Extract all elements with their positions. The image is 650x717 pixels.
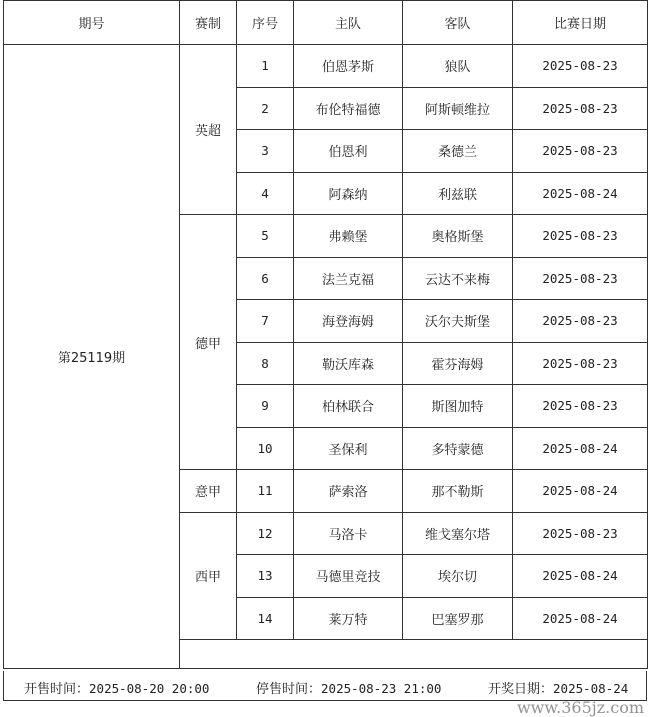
sale-close-value: 2025-08-23 21:00 (321, 681, 442, 696)
match-no: 13 (237, 555, 294, 598)
league-cell: 德甲 (180, 215, 237, 470)
match-date: 2025-08-23 (513, 300, 648, 343)
home-team: 法兰克福 (294, 257, 403, 300)
league-cell: 英超 (180, 45, 237, 215)
draw-label: 开奖日期： (488, 682, 554, 697)
away-team: 狼队 (403, 45, 513, 88)
home-team: 阿森纳 (294, 172, 403, 215)
away-team: 利兹联 (403, 172, 513, 215)
away-team: 多特蒙德 (403, 427, 513, 470)
away-team: 维戈塞尔塔 (403, 512, 513, 555)
away-team: 巴塞罗那 (403, 597, 513, 640)
match-no: 6 (237, 257, 294, 300)
away-team: 埃尔切 (403, 555, 513, 598)
away-team: 沃尔夫斯堡 (403, 300, 513, 343)
away-team: 那不勒斯 (403, 470, 513, 513)
period-cell: 第25119期 (4, 45, 180, 669)
match-date: 2025-08-23 (513, 215, 648, 258)
home-team: 布伦特福德 (294, 87, 403, 130)
match-no: 2 (237, 87, 294, 130)
match-date: 2025-08-23 (513, 130, 648, 173)
header-away: 客队 (403, 1, 513, 45)
away-team: 阿斯顿维拉 (403, 87, 513, 130)
match-no: 3 (237, 130, 294, 173)
match-no: 7 (237, 300, 294, 343)
match-no: 8 (237, 342, 294, 385)
away-team: 奥格斯堡 (403, 215, 513, 258)
header-no: 序号 (237, 1, 294, 45)
header-period: 期号 (4, 1, 180, 45)
blank-cell (180, 640, 648, 669)
match-no: 12 (237, 512, 294, 555)
header-league: 赛制 (180, 1, 237, 45)
away-team: 云达不来梅 (403, 257, 513, 300)
draw-date (488, 678, 628, 697)
table-row (4, 45, 648, 88)
away-team: 斯图加特 (403, 385, 513, 428)
site-watermark: www.365jz.com (516, 698, 644, 717)
match-date: 2025-08-24 (513, 555, 648, 598)
sale-open-label: 开售时间： (24, 682, 90, 697)
home-team: 伯恩利 (294, 130, 403, 173)
match-date: 2025-08-24 (513, 597, 648, 640)
match-date: 2025-08-23 (513, 512, 648, 555)
home-team: 伯恩茅斯 (294, 45, 403, 88)
match-no: 9 (237, 385, 294, 428)
header-date: 比赛日期 (513, 1, 648, 45)
away-team: 桑德兰 (403, 130, 513, 173)
match-date: 2025-08-24 (513, 470, 648, 513)
match-schedule-table (3, 0, 648, 669)
draw-value: 2025-08-24 (553, 681, 629, 696)
match-date: 2025-08-23 (513, 385, 648, 428)
match-date: 2025-08-24 (513, 427, 648, 470)
match-no: 11 (237, 470, 294, 513)
match-date: 2025-08-23 (513, 342, 648, 385)
header-home: 主队 (294, 1, 403, 45)
league-cell: 西甲 (180, 512, 237, 640)
sale-open-value: 2025-08-20 20:00 (89, 681, 210, 696)
home-team: 圣保利 (294, 427, 403, 470)
match-no: 10 (237, 427, 294, 470)
match-no: 14 (237, 597, 294, 640)
away-team: 霍芬海姆 (403, 342, 513, 385)
home-team: 弗赖堡 (294, 215, 403, 258)
sale-close-time (256, 678, 441, 697)
home-team: 柏林联合 (294, 385, 403, 428)
sale-open-time (24, 678, 209, 697)
match-date: 2025-08-23 (513, 45, 648, 88)
home-team: 莱万特 (294, 597, 403, 640)
match-date: 2025-08-23 (513, 87, 648, 130)
sale-close-label: 停售时间： (256, 682, 322, 697)
sale-info-footer (3, 671, 647, 701)
home-team: 马洛卡 (294, 512, 403, 555)
match-date: 2025-08-23 (513, 257, 648, 300)
home-team: 勒沃库森 (294, 342, 403, 385)
match-no: 5 (237, 215, 294, 258)
match-no: 1 (237, 45, 294, 88)
header-row (4, 1, 648, 45)
league-cell: 意甲 (180, 470, 237, 513)
home-team: 海登海姆 (294, 300, 403, 343)
home-team: 萨索洛 (294, 470, 403, 513)
home-team: 马德里竞技 (294, 555, 403, 598)
match-no: 4 (237, 172, 294, 215)
match-date: 2025-08-24 (513, 172, 648, 215)
